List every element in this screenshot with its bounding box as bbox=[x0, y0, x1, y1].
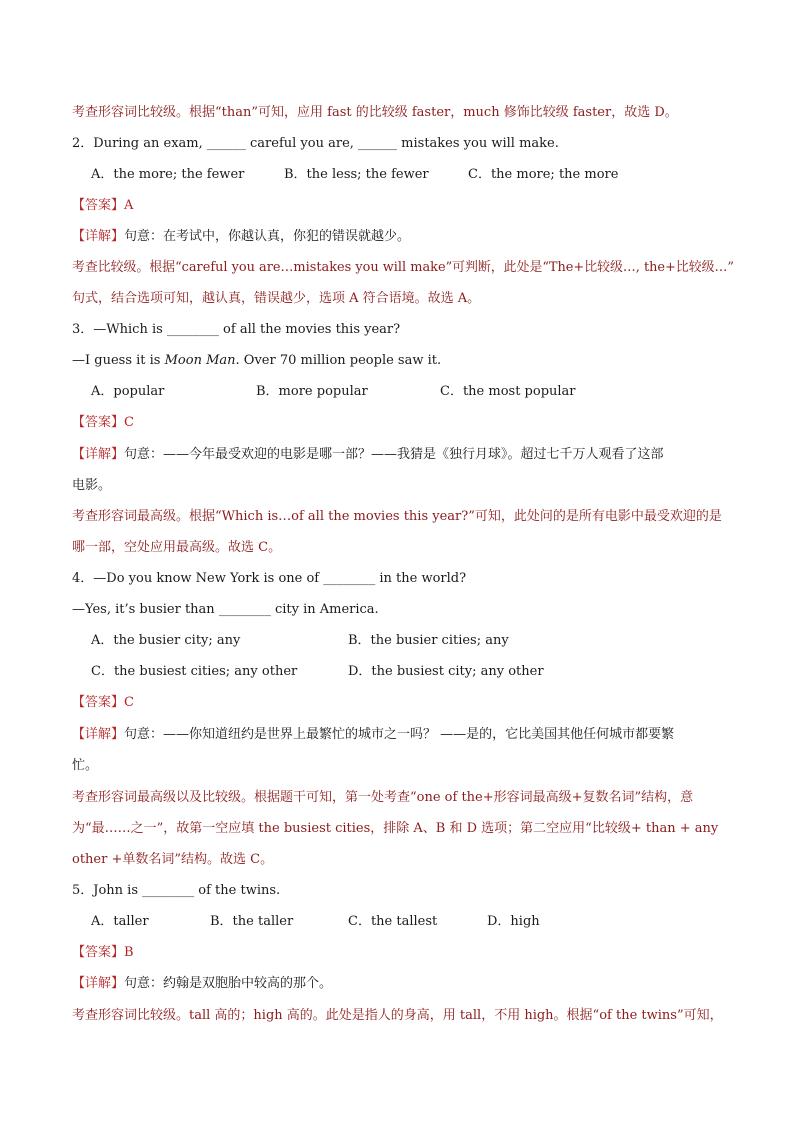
q3-stem2-pre: —I guess it is bbox=[72, 353, 165, 368]
q5-option-d: D．high bbox=[487, 914, 540, 929]
q3-detail-line-1 bbox=[72, 446, 664, 464]
q2-detail bbox=[72, 228, 410, 246]
q4-stem: 4．—Do you know New York is one of ________ in the world? bbox=[72, 571, 467, 586]
q5-option-c: C．the tallest bbox=[348, 914, 438, 929]
q2-stem: 2．During an exam, ______ careful you are, ______ mistakes you will make. bbox=[72, 136, 559, 151]
q2-answer: 【答案】A bbox=[72, 198, 134, 213]
q3-detail-text: 句意：——今年最受欢迎的电影是哪一部？——我猜是《独行月球》。超过七千万人观看了这部 bbox=[124, 447, 664, 462]
q3-explain-line-1: 考查形容词最高级。根据“Which is…of all the movies this year?”可知，此处问的是所有电影中最受欢迎的是 bbox=[72, 509, 722, 524]
q4-option-b: B．the busier cities; any bbox=[348, 633, 509, 648]
q5-stem: 5．John is ________ of the twins. bbox=[72, 883, 281, 898]
q4-detail-line-1 bbox=[72, 726, 674, 744]
q3-answer: 【答案】C bbox=[72, 415, 134, 430]
q5-detail bbox=[72, 975, 332, 993]
q3-stem-line-2 bbox=[72, 352, 441, 370]
q2-explain-line-2: 句式，结合选项可知，越认真，错误越少，选项 A 符合语境。故选 A。 bbox=[72, 291, 481, 306]
q5-option-a: A．taller bbox=[91, 914, 149, 929]
q3-option-c: C．the most popular bbox=[440, 384, 576, 399]
q2-detail-label: 【详解】 bbox=[72, 229, 125, 244]
q3-detail-label: 【详解】 bbox=[72, 447, 125, 462]
q4-explain-line-3: other +单数名词”结构。故选 C。 bbox=[72, 852, 274, 867]
q4-stem-line-2: —Yes, it’s busier than ________ city in America. bbox=[72, 602, 379, 617]
q5-explain-line-1: 考查形容词比较级。tall 高的；high 高的。此处是指人的身高，用 tall，不用 high。根据“of the twins”可知， bbox=[72, 1008, 723, 1023]
q1-explanation-tail: 考查形容词比较级。根据“than”可知，应用 fast 的比较级 faster，much 修饰比较级 faster，故选 D。 bbox=[72, 105, 678, 120]
q4-option-a: A．the busier city; any bbox=[91, 633, 241, 648]
q5-detail-label: 【详解】 bbox=[72, 976, 125, 991]
q3-explain-line-2: 哪一部，空处应用最高级。故选 C。 bbox=[72, 540, 282, 555]
q4-explain-line-1: 考查形容词最高级以及比较级。根据题干可知，第一处考查“one of the+形容词最高级+复数名词”结构，意 bbox=[72, 790, 694, 805]
q4-option-c: C．the busiest cities; any other bbox=[91, 664, 298, 679]
q3-option-b: B．more popular bbox=[256, 384, 368, 399]
q3-stem2-movie: Moon Man bbox=[164, 353, 236, 368]
q2-option-a: A．the more; the fewer bbox=[91, 167, 245, 182]
q4-detail-label: 【详解】 bbox=[72, 727, 125, 742]
q4-detail-line-2: 忙。 bbox=[72, 758, 99, 773]
q2-option-c: C．the more; the more bbox=[468, 167, 619, 182]
q2-option-b: B．the less; the fewer bbox=[284, 167, 429, 182]
q2-explain-line-1: 考查比较级。根据“careful you are…mistakes you will make”可判断，此处是“The+比较级…, the+比较级…” bbox=[72, 260, 734, 275]
q4-explain-line-2: 为“最……之一”，故第一空应填 the busiest cities，排除 A、B 和 D 选项；第二空应用“比较级+ than + any bbox=[72, 821, 719, 836]
q5-option-b: B．the taller bbox=[210, 914, 294, 929]
q5-detail-text: 句意：约翰是双胞胎中较高的那个。 bbox=[124, 976, 333, 991]
q3-stem: 3．—Which is ________ of all the movies this year? bbox=[72, 322, 401, 337]
q3-option-a: A．popular bbox=[91, 384, 165, 399]
q3-stem2-post: . Over 70 million people saw it. bbox=[235, 353, 442, 368]
q3-detail-line-2: 电影。 bbox=[72, 478, 112, 493]
q4-option-d: D．the busiest city; any other bbox=[348, 664, 544, 679]
q5-answer: 【答案】B bbox=[72, 945, 134, 960]
q4-detail-text: 句意：——你知道纽约是世界上最繁忙的城市之一吗？ ——是的，它比美国其他任何城市都要繁 bbox=[124, 727, 675, 742]
q4-answer: 【答案】C bbox=[72, 695, 134, 710]
q2-detail-text: 句意：在考试中，你越认真，你犯的错误就越少。 bbox=[124, 229, 411, 244]
